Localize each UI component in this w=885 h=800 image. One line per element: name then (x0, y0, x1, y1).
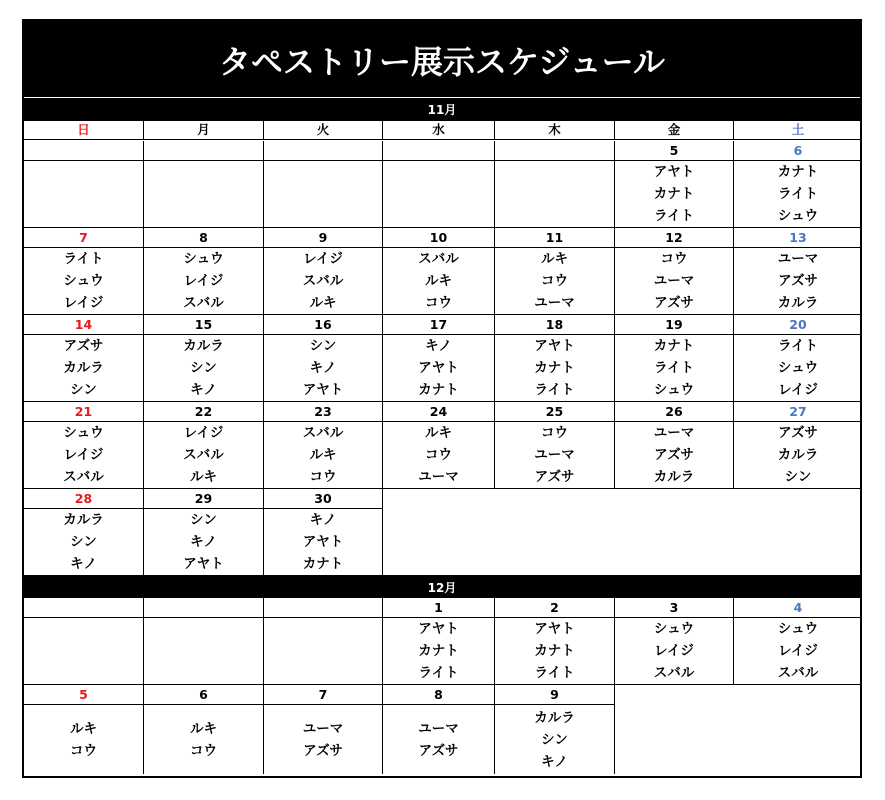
member-name: アズサ (418, 742, 459, 759)
member-name: レイジ (654, 643, 694, 659)
member-name: スバル (183, 447, 224, 463)
member-name: シン (190, 360, 217, 376)
day-number-cell (264, 598, 383, 618)
day-names-cell (144, 335, 264, 402)
empty-area (383, 489, 862, 576)
weekday-label: 火 (316, 122, 330, 137)
member-name: コウ (425, 447, 452, 463)
day-number-cell (144, 402, 264, 422)
member-name: スバル (653, 665, 695, 681)
member-name: ライト (534, 665, 575, 681)
member-name: スバル (63, 469, 104, 485)
day-number-cell (24, 685, 144, 705)
member-name: カルラ (534, 709, 575, 726)
page-title: タペストリー展示スケジュール (24, 21, 860, 99)
member-name: コウ (190, 742, 217, 759)
member-name: アズサ (654, 447, 694, 463)
member-name: アヤト (418, 360, 459, 376)
member-name: ルキ (425, 273, 452, 289)
month-band: 11月 (24, 98, 860, 120)
weekday-header (615, 120, 734, 140)
weekday-label: 月 (197, 122, 210, 137)
member-name: スバル (302, 273, 344, 289)
day-names-cell (383, 705, 495, 774)
member-name: シン (541, 731, 568, 748)
day-number-cell (383, 598, 495, 618)
day-number-cell (24, 141, 144, 161)
member-name: アヤト (183, 556, 224, 572)
member-name: レイジ (183, 425, 224, 441)
member-name: シュウ (777, 621, 819, 637)
member-name: スバル (302, 425, 344, 441)
day-number: 18 (545, 316, 564, 332)
day-names-cell (734, 618, 862, 685)
day-number-cell (734, 141, 862, 161)
day-number-cell (264, 315, 383, 335)
member-name: アヤト (302, 534, 344, 550)
day-number: 29 (194, 490, 213, 506)
day-number: 27 (789, 403, 807, 419)
member-name: シュウ (183, 251, 224, 267)
member-name: ルキ (70, 720, 97, 737)
day-number-cell (24, 489, 144, 509)
member-name: シュウ (63, 425, 104, 441)
day-names-cell (383, 248, 495, 315)
member-name: コウ (70, 742, 97, 759)
member-name: カナト (418, 643, 459, 659)
member-name: ユーマ (777, 251, 819, 267)
member-name: ルキ (309, 295, 337, 311)
day-number-cell (144, 685, 264, 705)
day-number: 24 (429, 403, 448, 419)
day-number-cell (734, 598, 862, 618)
day-number-cell (144, 228, 264, 248)
day-names-cell (24, 509, 144, 576)
day-names-cell (734, 335, 862, 402)
member-name: カルラ (183, 338, 224, 354)
member-name: レイジ (63, 447, 104, 463)
day-names-cell (264, 335, 383, 402)
day-number-cell (264, 489, 383, 509)
day-number: 9 (550, 686, 559, 702)
day-number-cell (144, 141, 264, 161)
member-name: レイジ (303, 251, 343, 267)
member-name: カルラ (653, 469, 695, 485)
day-number-cell (144, 489, 264, 509)
day-number-cell (734, 315, 862, 335)
weekday-label: 日 (77, 122, 90, 137)
day-names-cell (264, 248, 383, 315)
day-number: 22 (194, 403, 213, 419)
member-name: アズサ (778, 425, 818, 441)
day-number: 6 (199, 686, 208, 702)
day-names-cell (24, 618, 144, 685)
day-number-cell (495, 141, 615, 161)
member-name: スバル (777, 665, 819, 681)
day-number: 19 (665, 316, 683, 332)
day-number-cell (495, 598, 615, 618)
member-name: シン (70, 534, 97, 550)
day-names-cell (615, 248, 734, 315)
member-name: カナト (302, 556, 344, 572)
member-name: アズサ (63, 338, 104, 354)
member-name: シュウ (63, 273, 104, 289)
member-name: キノ (309, 360, 337, 376)
member-name: ユーマ (418, 720, 459, 737)
day-names-cell (383, 422, 495, 489)
member-name: キノ (70, 556, 97, 572)
member-name: レイジ (778, 643, 818, 659)
member-name: ライト (534, 382, 575, 398)
member-name: アヤト (418, 621, 459, 637)
weekday-header (144, 120, 264, 140)
member-name: シン (784, 469, 812, 485)
member-name: シュウ (653, 621, 695, 637)
member-name: ユーマ (534, 295, 575, 311)
day-number: 17 (429, 316, 448, 332)
day-number-cell (734, 402, 862, 422)
member-name: アヤト (534, 621, 575, 637)
weekday-header (495, 120, 615, 140)
day-number-cell (615, 315, 734, 335)
member-name: アズサ (534, 469, 575, 485)
member-name: アズサ (303, 742, 343, 759)
day-number: 8 (434, 686, 443, 702)
weekday-label: 金 (667, 122, 681, 137)
day-names-cell (264, 422, 383, 489)
day-number: 20 (789, 316, 807, 332)
member-name: コウ (660, 251, 688, 267)
member-name: ユーマ (418, 469, 459, 485)
weekday-label: 土 (791, 122, 805, 137)
day-number-cell (24, 402, 144, 422)
day-number: 10 (429, 229, 448, 245)
day-number-cell (383, 141, 495, 161)
member-name: レイジ (778, 382, 818, 398)
day-number-cell (495, 228, 615, 248)
day-number: 13 (789, 229, 807, 245)
day-number-cell (24, 315, 144, 335)
member-name: カナト (534, 643, 575, 659)
member-name: アズサ (654, 295, 694, 311)
weekday-header (734, 120, 862, 140)
day-number-cell (383, 315, 495, 335)
member-name: カナト (418, 382, 459, 398)
day-number-cell (264, 685, 383, 705)
day-number-cell (24, 228, 144, 248)
member-name: カナト (653, 186, 695, 202)
member-name: ルキ (309, 447, 337, 463)
day-number: 30 (314, 490, 332, 506)
member-name: ライト (777, 338, 819, 354)
member-name: カナト (534, 360, 575, 376)
day-number: 5 (669, 142, 679, 158)
member-name: ユーマ (534, 447, 575, 463)
weekday-header (383, 120, 495, 140)
day-number: 2 (550, 599, 559, 615)
member-name: キノ (425, 338, 452, 354)
day-number: 16 (314, 316, 332, 332)
day-names-cell (495, 161, 615, 228)
weekday-header (264, 120, 383, 140)
member-name: カルラ (777, 295, 819, 311)
member-name: アズサ (778, 273, 818, 289)
weekday-label: 水 (432, 122, 445, 137)
member-name: カナト (653, 338, 695, 354)
day-names-cell (495, 705, 615, 774)
member-name: コウ (309, 469, 337, 485)
day-names-cell (615, 161, 734, 228)
member-name: レイジ (183, 273, 224, 289)
day-number: 6 (793, 142, 803, 158)
member-name: ユーマ (653, 273, 695, 289)
day-names-cell (734, 161, 862, 228)
day-names-cell (383, 161, 495, 228)
day-names-cell (24, 335, 144, 402)
day-names-cell (144, 422, 264, 489)
member-name: ユーマ (302, 720, 344, 737)
member-name: シュウ (777, 208, 819, 224)
member-name: アヤト (302, 382, 344, 398)
day-names-cell (264, 161, 383, 228)
day-names-cell (144, 509, 264, 576)
day-names-cell (24, 161, 144, 228)
day-names-cell (615, 335, 734, 402)
member-name: ルキ (190, 469, 217, 485)
day-number-cell (615, 141, 734, 161)
day-names-cell (495, 422, 615, 489)
member-name: ルキ (190, 720, 217, 737)
member-name: アヤト (653, 164, 695, 180)
member-name: ユーマ (653, 425, 695, 441)
day-number-cell (264, 402, 383, 422)
day-number-cell (734, 228, 862, 248)
day-names-cell (383, 335, 495, 402)
schedule-sheet (22, 19, 862, 778)
weekday-label: 木 (548, 122, 561, 137)
day-names-cell (144, 705, 264, 774)
member-name: シュウ (653, 382, 695, 398)
member-name: コウ (541, 425, 568, 441)
member-name: シン (70, 382, 97, 398)
day-number: 21 (74, 403, 93, 419)
day-number-cell (144, 598, 264, 618)
member-name: ライト (63, 251, 104, 267)
empty-area (615, 685, 862, 774)
day-number-cell (264, 228, 383, 248)
member-name: シュウ (777, 360, 819, 376)
member-name: カルラ (777, 447, 819, 463)
day-number: 26 (665, 403, 683, 419)
day-number: 9 (318, 229, 328, 245)
member-name: カルラ (63, 360, 104, 376)
day-number-cell (383, 228, 495, 248)
member-name: カナト (777, 164, 819, 180)
day-names-cell (24, 248, 144, 315)
day-names-cell (734, 422, 862, 489)
day-number: 4 (793, 599, 803, 615)
day-names-cell (495, 248, 615, 315)
member-name: キノ (309, 512, 337, 528)
day-number: 8 (199, 229, 208, 245)
member-name: ライト (653, 360, 695, 376)
day-names-cell (495, 618, 615, 685)
day-number: 25 (545, 403, 564, 419)
member-name: コウ (425, 295, 452, 311)
member-name: キノ (190, 534, 217, 550)
member-name: アヤト (534, 338, 575, 354)
day-number: 23 (314, 403, 332, 419)
member-name: ライト (653, 208, 695, 224)
member-name: シン (190, 512, 217, 528)
day-number: 12 (665, 229, 683, 245)
member-name: ライト (777, 186, 819, 202)
day-number: 3 (669, 599, 679, 615)
day-names-cell (615, 422, 734, 489)
member-name: シン (309, 338, 337, 354)
member-name: キノ (541, 753, 568, 770)
day-number: 14 (74, 316, 93, 332)
day-number: 11 (545, 229, 564, 245)
day-number-cell (144, 315, 264, 335)
day-number-cell (24, 598, 144, 618)
day-names-cell (144, 161, 264, 228)
member-name: ライト (418, 665, 459, 681)
day-number-cell (383, 685, 495, 705)
day-names-cell (144, 248, 264, 315)
day-number: 28 (74, 490, 93, 506)
member-name: ルキ (541, 251, 568, 267)
day-names-cell (383, 618, 495, 685)
member-name: カルラ (63, 512, 104, 528)
member-name: スバル (183, 295, 224, 311)
day-names-cell (264, 705, 383, 774)
day-names-cell (615, 618, 734, 685)
member-name: キノ (190, 382, 217, 398)
day-number: 15 (194, 316, 213, 332)
day-number-cell (495, 315, 615, 335)
month-band: 12月 (24, 576, 860, 598)
day-number-cell (383, 402, 495, 422)
day-names-cell (24, 422, 144, 489)
day-names-cell (264, 618, 383, 685)
day-number: 5 (79, 686, 88, 702)
member-name: レイジ (63, 295, 104, 311)
day-names-cell (734, 248, 862, 315)
day-number-cell (264, 141, 383, 161)
member-name: コウ (541, 273, 568, 289)
day-number-cell (615, 598, 734, 618)
day-number: 1 (434, 599, 443, 615)
day-names-cell (24, 705, 144, 774)
member-name: スバル (418, 251, 459, 267)
day-names-cell (495, 335, 615, 402)
day-number: 7 (318, 686, 328, 702)
member-name: ルキ (425, 425, 452, 441)
day-names-cell (264, 509, 383, 576)
day-number-cell (615, 402, 734, 422)
day-number: 7 (79, 229, 88, 245)
day-number-cell (615, 228, 734, 248)
day-number-cell (495, 402, 615, 422)
weekday-header (24, 120, 144, 140)
day-number-cell (495, 685, 615, 705)
day-names-cell (144, 618, 264, 685)
